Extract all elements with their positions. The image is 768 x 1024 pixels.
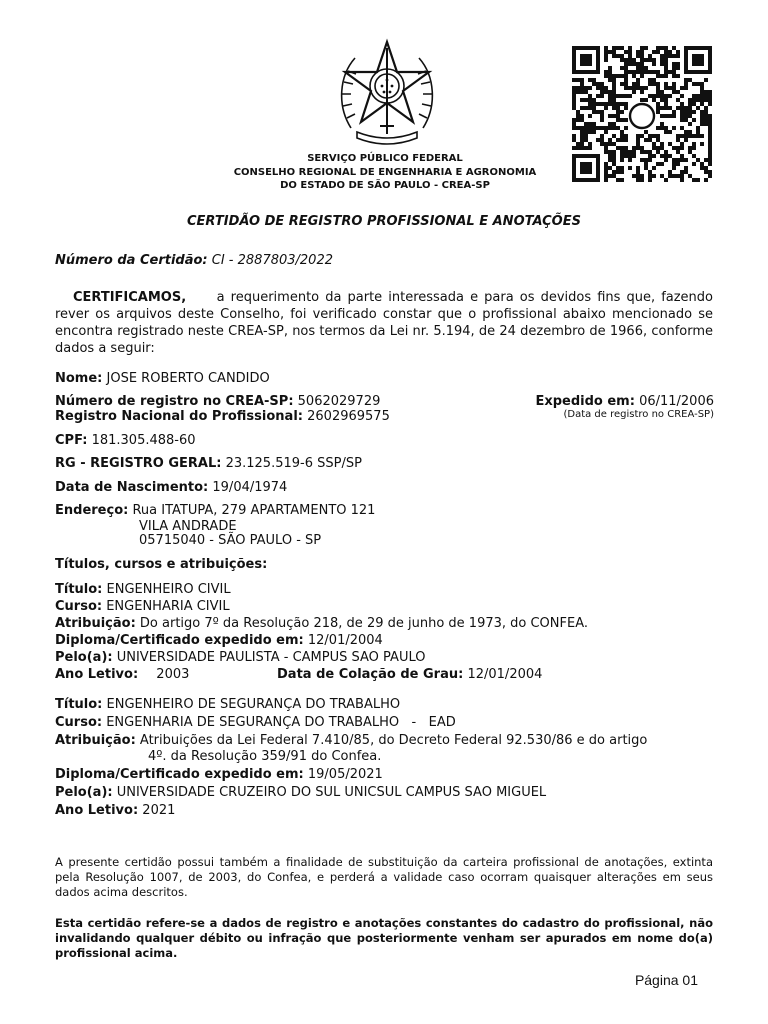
rg-value: 23.125.519-6 SSP/SP (225, 456, 362, 471)
diploma-1-row (55, 633, 383, 649)
birth-value: 19/04/1974 (212, 480, 288, 495)
year-2-label: Ano Letivo: (55, 803, 139, 818)
address-row (55, 503, 375, 519)
institution-2-value: UNIVERSIDADE CRUZEIRO DO SUL UNICSUL CAMPUS SAO MIGUEL (116, 785, 547, 800)
header-service: SERVIÇO PÚBLICO FEDERAL (307, 153, 463, 164)
name-value: JOSE ROBERTO CANDIDO (106, 371, 270, 386)
crea-registration-value: 5062029729 (297, 394, 381, 409)
attribution-1-value: Do artigo 7º da Resolução 218, de 29 de junho de 1973, do CONFEA. (139, 616, 589, 631)
year-1-row (55, 667, 189, 683)
attribution-1-label: Atribuição: (55, 616, 136, 631)
brazil-coat-of-arms-icon (333, 36, 441, 146)
diploma-2-label: Diploma/Certificado expedido em: (55, 767, 304, 782)
graduation-1-label: Data de Colação de Grau: (277, 667, 464, 682)
diploma-1-label: Diploma/Certificado expedido em: (55, 633, 304, 648)
course-2-value: ENGENHARIA DE SEGURANÇA DO TRABALHO - EAD (106, 715, 456, 730)
crea-registration-row (55, 394, 380, 410)
issued-value: 06/11/2006 (639, 394, 714, 409)
attribution-1-row (55, 616, 588, 632)
graduation-1-value: 12/01/2004 (467, 667, 543, 682)
header-state: DO ESTADO DE SÃO PAULO - CREA-SP (280, 180, 490, 191)
rg-row (55, 456, 362, 472)
page-number: Página 01 (634, 972, 698, 988)
attribution-2-label: Atribuição: (55, 733, 136, 748)
title-2-label: Título: (55, 697, 103, 712)
national-registration-label: Registro Nacional do Profissional: (55, 409, 303, 424)
title-1-row (55, 582, 231, 598)
diploma-2-row (55, 767, 383, 783)
name-row (55, 371, 270, 387)
issued-label: Expedido em: (535, 394, 635, 409)
cpf-value: 181.305.488-60 (91, 433, 196, 448)
header-council: CONSELHO REGIONAL DE ENGENHARIA E AGRONOMIA (233, 167, 537, 178)
course-1-value: ENGENHARIA CIVIL (106, 599, 230, 614)
year-2-row (55, 803, 175, 819)
course-2-row (55, 715, 456, 731)
titles-heading-text: Títulos, cursos e atribuições: (55, 557, 268, 572)
birth-label: Data de Nascimento: (55, 480, 209, 495)
course-1-label: Curso: (55, 599, 103, 614)
cpf-label: CPF: (55, 433, 88, 448)
qr-code-icon (572, 46, 712, 182)
institution-1-label: Pelo(a): (55, 650, 113, 665)
course-1-row (55, 599, 230, 615)
year-1-value: 2003 (156, 667, 190, 682)
national-registration-value: 2602969575 (307, 409, 390, 424)
issued-note: (Data de registro no CREA-SP) (563, 409, 714, 420)
attribution-2-value-2: 4º. da Resolução 359/91 do Confea. (148, 749, 382, 764)
title-1-value: ENGENHEIRO CIVIL (106, 582, 231, 597)
footer-note: A presente certidão possui também a finalidade de substituição da carteira profissional de anotações, extinta pela Resolução 1007, de 2003, do Confea, e perderá a validade caso ocorram quaisquer alterações em seus dados acima descritos. (55, 855, 713, 899)
graduation-1-row (277, 667, 542, 683)
rg-label: RG - REGISTRO GERAL: (55, 456, 222, 471)
institution-1-value: UNIVERSIDADE PAULISTA - CAMPUS SAO PAULO (116, 650, 426, 665)
issued-row (535, 394, 714, 409)
institution-1-row (55, 650, 425, 666)
address-line-1: Rua ITATUPA, 279 APARTAMENTO 121 (132, 503, 376, 518)
address-label: Endereço: (55, 503, 129, 518)
attribution-2-value-1: Atribuições da Lei Federal 7.410/85, do Decreto Federal 92.530/86 e do artigo (139, 733, 648, 748)
institution-2-row (55, 785, 546, 801)
year-1-label: Ano Letivo: (55, 667, 139, 682)
course-2-label: Curso: (55, 715, 103, 730)
intro-paragraph (55, 289, 713, 357)
title-1-label: Título: (55, 582, 103, 597)
attribution-2-row (55, 733, 647, 749)
address-line-3: 05715040 - SÃO PAULO - SP (139, 533, 322, 548)
certificate-number-label: Número da Certidão: (55, 253, 208, 268)
institution-2-label: Pelo(a): (55, 785, 113, 800)
address-line-2: VILA ANDRADE (139, 519, 237, 534)
intro-lead: CERTIFICAMOS, (73, 290, 187, 305)
national-registration-row (55, 409, 390, 425)
title-2-row (55, 697, 400, 713)
diploma-1-value: 12/01/2004 (307, 633, 383, 648)
certificate-number-value: CI - 2887803/2022 (211, 253, 333, 268)
year-2-value: 2021 (142, 803, 176, 818)
document-title: CERTIDÃO DE REGISTRO PROFISSIONAL E ANOTAÇÕES (187, 214, 581, 229)
titles-heading (55, 557, 267, 573)
name-label: Nome: (55, 371, 103, 386)
certificate-number (55, 253, 333, 268)
intro-text: a requerimento da parte interessada e para os devidos fins que, fazendo rever os arquivos deste Conselho, foi verificado constar que o profissional abaixo mencionado se encontra registrado neste CREA-SP, nos termos da Lei nr. 5.194, de 24 dezembro de 1966, conforme dados a seguir: (55, 290, 713, 356)
crea-registration-label: Número de registro no CREA-SP: (55, 394, 294, 409)
title-2-value: ENGENHEIRO DE SEGURANÇA DO TRABALHO (106, 697, 401, 712)
footer-bold-note: Esta certidão refere-se a dados de registro e anotações constantes do cadastro do profissional, não invalidando qualquer débito ou infração que posteriormente venham ser apurados em nome do(a) profissional acima. (55, 916, 713, 960)
diploma-2-value: 19/05/2021 (307, 767, 383, 782)
birth-row (55, 480, 287, 496)
cpf-row (55, 433, 196, 449)
